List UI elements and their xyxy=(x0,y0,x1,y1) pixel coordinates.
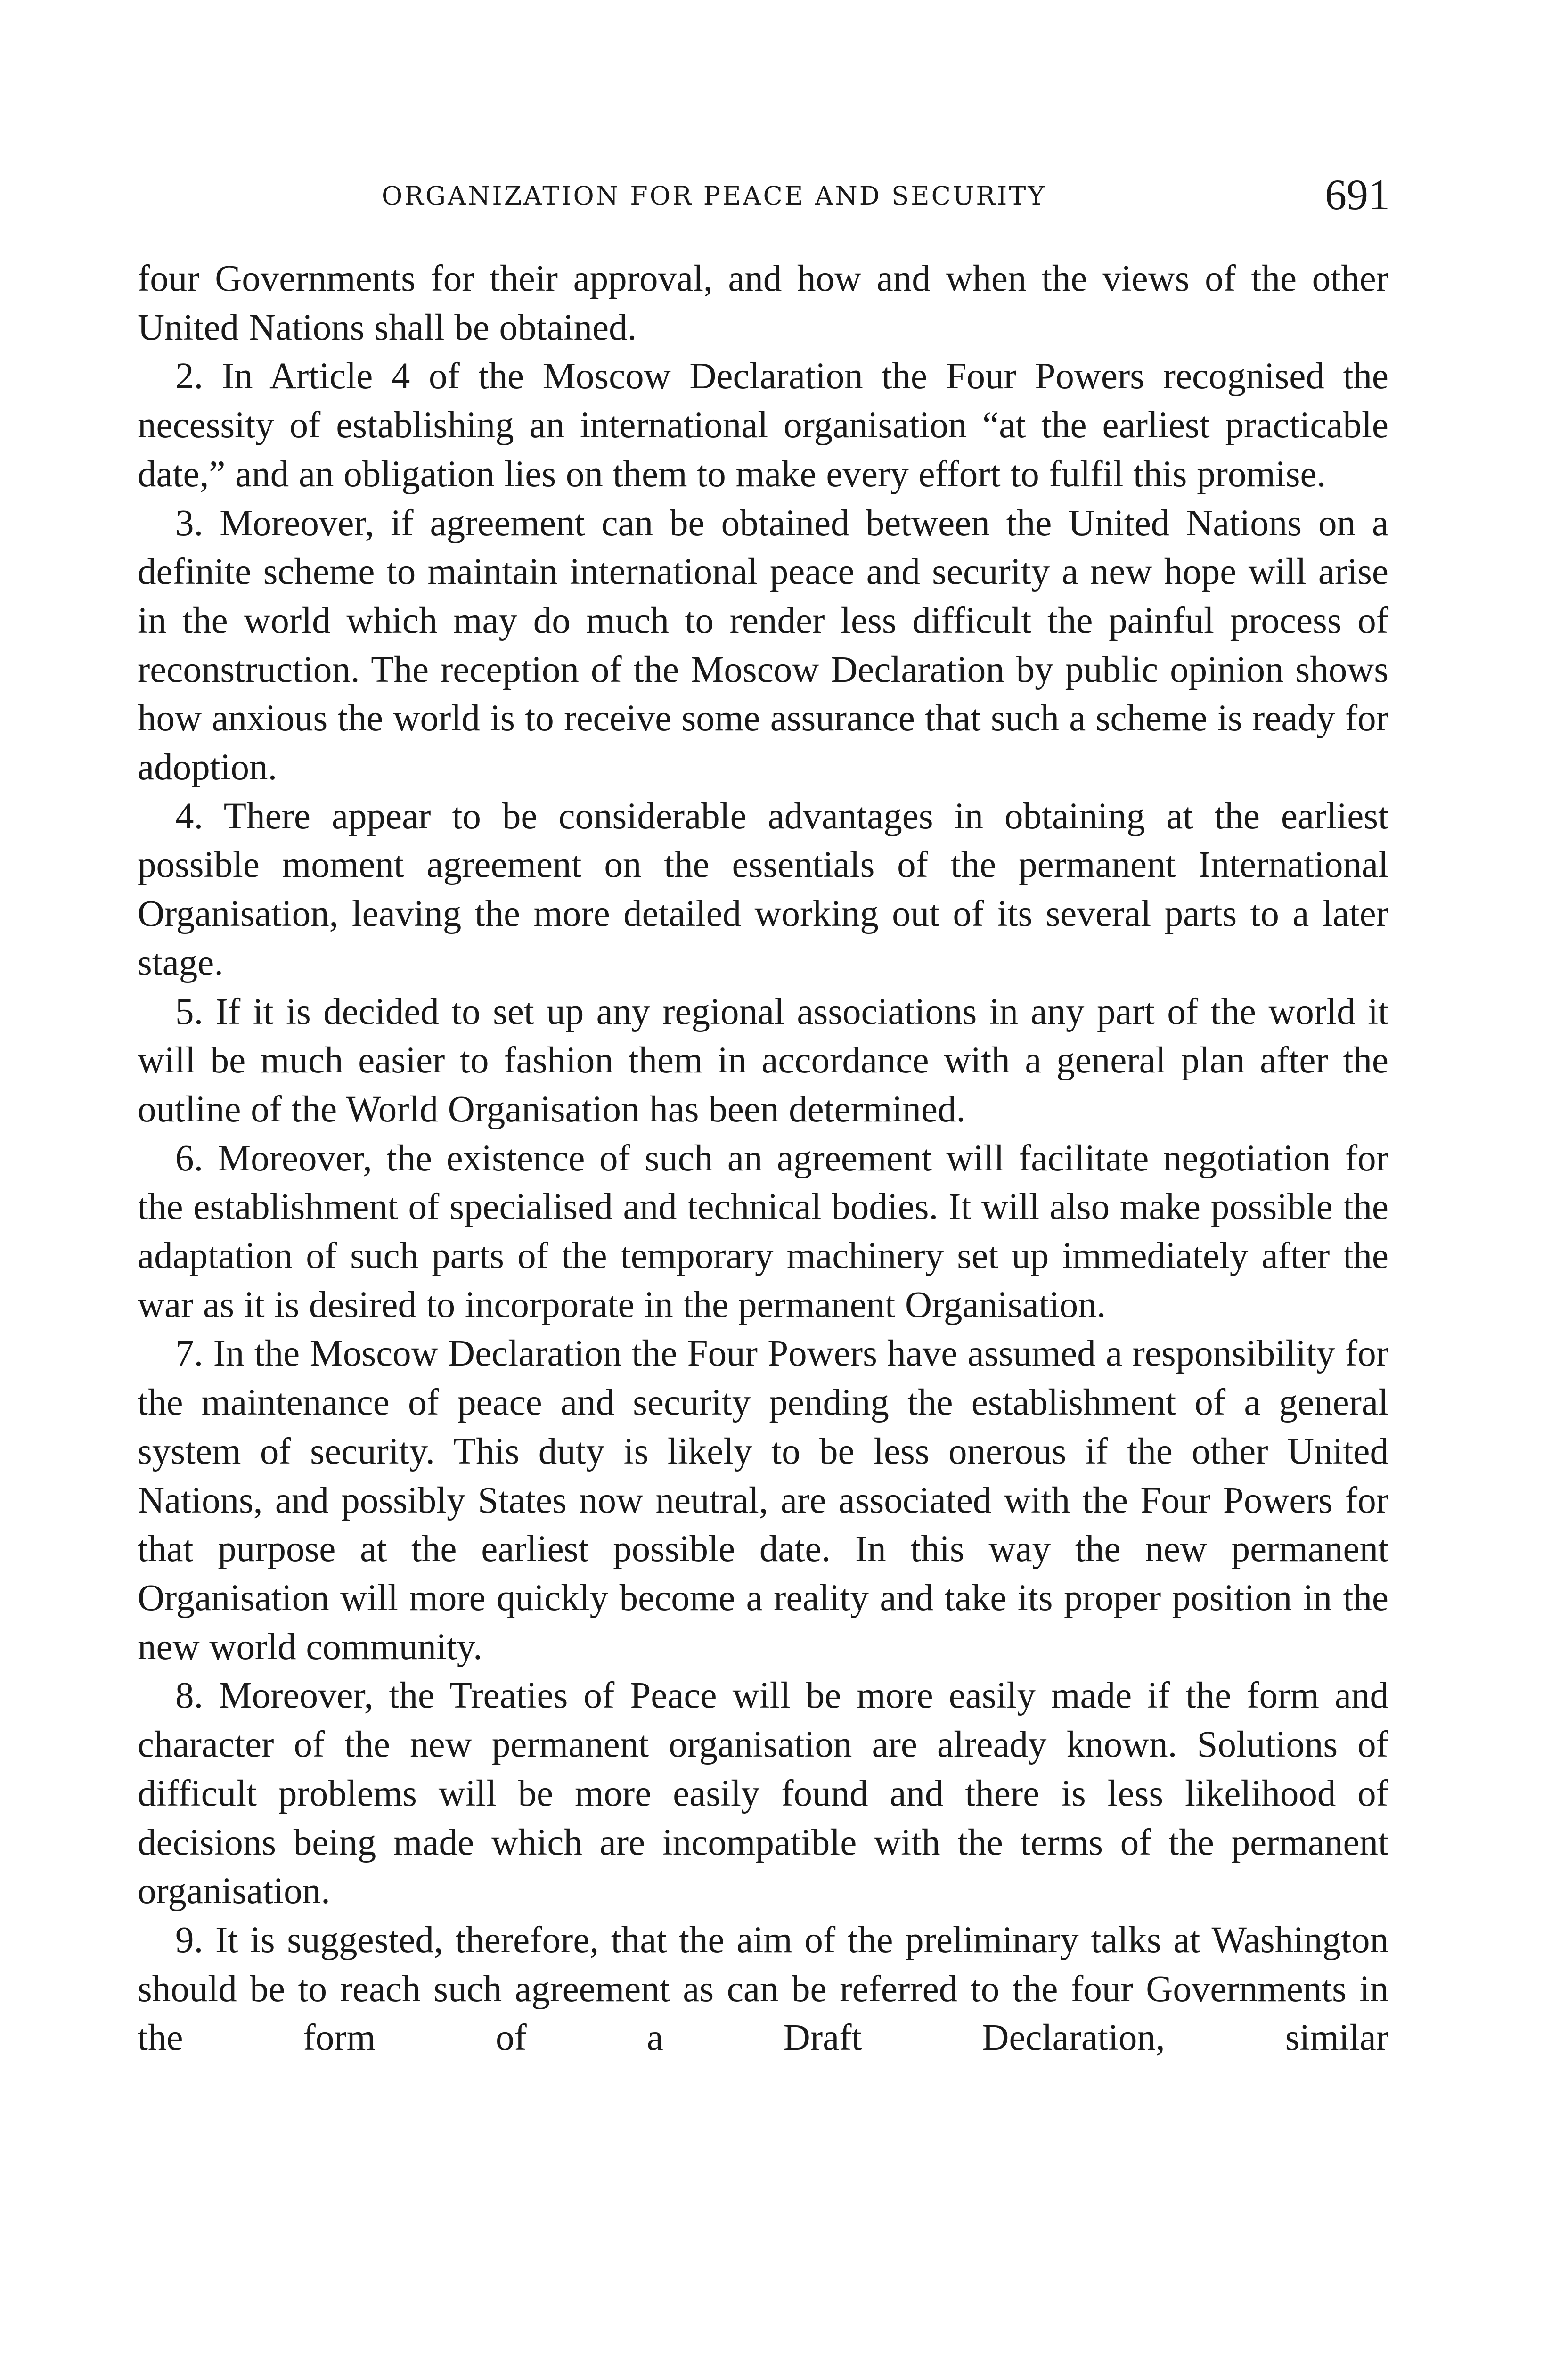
paragraph-5: 5. If it is decided to set up any regional associations in any part of the world it will be much easier to fashion them in accordance with a general plan after the outline of the World Organisation has been determined. xyxy=(138,991,1388,1130)
paragraph-2: 2. In Article 4 of the Moscow Declaration the Four Powers recognised the necessity of establishing an international organisation “at the earliest practicable date,” and an obligation lies on them to make every effort to fulfil this promise. xyxy=(138,356,1388,495)
page-number: 691 xyxy=(1325,171,1390,219)
paragraph-8: 8. Moreover, the Treaties of Peace will be more easily made if the form and character of the new permanent organisation are already known. Solutions of difficult problems will be more easily found and there is less likelihood of decisions being made which are incompatible with the terms of the permanent organisation. xyxy=(138,1675,1388,1912)
paragraph-7: 7. In the Moscow Declaration the Four Powers have assumed a responsibility for the maintenance of peace and security pending the establishment of a general system of security. This duty is likely to be less onerous if the other United Nations, and possibly States now neutral, are associated with the Four Powers for that purpose at the earliest possible date. In this way the new permanent Organisation will more quickly become a reality and take its proper position in the new world community. xyxy=(138,1333,1388,1668)
paragraph-9: 9. It is suggested, therefore, that the aim of the preliminary talks at Washington should be to reach such agreement as can be referred to the four Governments in the form of a Draft Declaration, similar xyxy=(138,1919,1388,2059)
paragraph-6: 6. Moreover, the existence of such an agreement will facilitate negotiation for the establishment of specialised and technical bodies. It will also make possible the adaptation of such parts of the temporary machinery set up immediately after the war as it is desired to incorporate in the permanent Organisation. xyxy=(138,1137,1388,1325)
running-title: ORGANIZATION FOR PEACE AND SECURITY xyxy=(382,181,1047,211)
paragraph-continuation: four Governments for their approval, and how and when the views of the other United Nations shall be obtained. xyxy=(138,258,1388,348)
body-text xyxy=(138,254,1388,2062)
paragraph-4: 4. There appear to be considerable advantages in obtaining at the earliest possible moment agreement on the essentials of the permanent International Organisation, leaving the more detailed working out of its several parts to a later stage. xyxy=(138,795,1388,983)
paragraph-3: 3. Moreover, if agreement can be obtained between the United Nations on a definite scheme to maintain international peace and security a new hope will arise in the world which may do much to render less difficult the painful process of reconstruction. The reception of the Moscow Declaration by public opinion shows how anxious the world is to receive some assurance that such a scheme is ready for adoption. xyxy=(138,502,1388,788)
running-head xyxy=(137,170,1390,221)
